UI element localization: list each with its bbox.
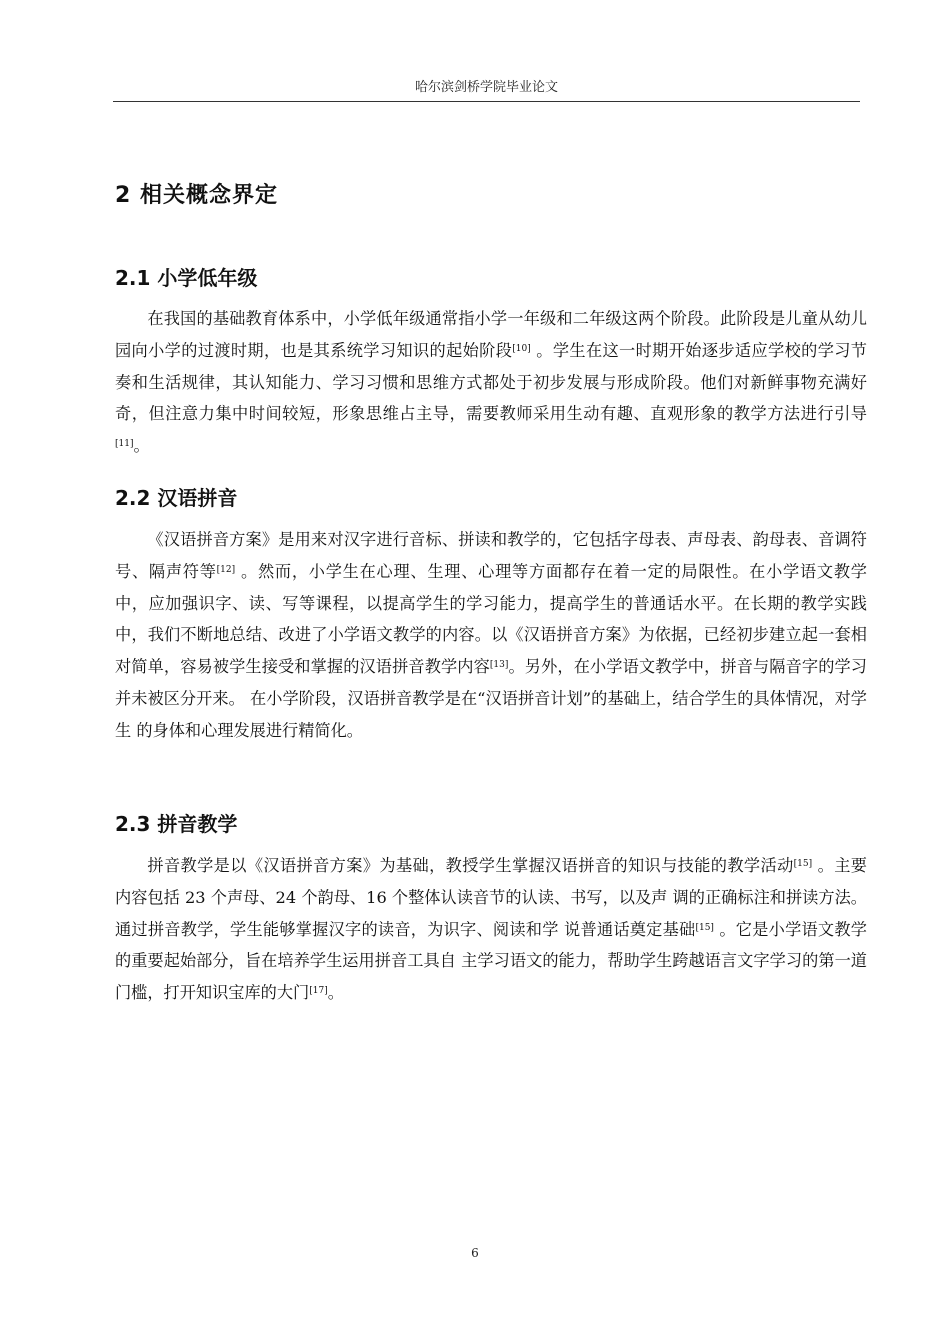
citation-ref: [15] xyxy=(793,859,813,869)
paragraph-text: 拼音教学是以《汉语拼音方案》为基础，教授学生掌握汉语拼音的知识与技能的教学活动 xyxy=(147,856,794,875)
paragraph-text: 。另外，在小学语文教学中，拼音与隔音字的学习并未被区分开来。 在小学阶段，汉语拼音教学是在“汉语拼音计划”的基础上，结合学生的具体情况，对学生 的身体和心理发展进行精简化。 xyxy=(115,657,867,740)
paragraph-text: 。学生在这一时期开始逐步适应学校的学习节奏和生活规律，其认知能力、学习习惯和思维方式都处于初步发展与形成阶段。他们对新鲜事物充满好奇，但注意力集中时间较短，形象思维占主导，需要教师采用生动有趣、直观形象的教学方法进行引导 xyxy=(115,340,867,424)
citation-ref: [10] xyxy=(512,343,531,354)
section-paragraph-2-2 xyxy=(115,524,867,747)
paragraph-text: 《汉语拼音方案》是用来对汉字进行音标、拼读和教学的，它包括字母表、声母表、韵母表、音调符号、隔声符等 xyxy=(115,530,867,581)
section-paragraph-2-1 xyxy=(115,303,867,462)
paragraph-text: 。主要内容包括 23 个声母、24 个韵母、16 个整体认读音节的认读、书写，以及声 调的正确标注和拼读方法。通过拼音教学，学生能够掌握汉字的读音，为识字、阅读和学 说普通话奠定基础 xyxy=(115,856,867,939)
paragraph-text: 。它是小学语文教学的重要起始部分，旨在培养学生运用拼音工具自 主学习语文的能力，帮助学生跨越语言文字学习的第一道门槛，打开知识宝库的大门 xyxy=(115,919,867,1003)
citation-ref: [11] xyxy=(115,439,134,450)
paragraph-text: 。 xyxy=(327,983,344,1003)
paragraph-text: 。 xyxy=(133,436,150,456)
paragraph-text: 。然而，小学生在心理、生理、心理等方面都存在着一定的局限性。在小学语文教学中，应加强识字、读、写等课程，以提高学生的学习能力，提高学生的普通话水平。在长期的教学实践中，我们不断地总结、改进了小学语文教学的内容。以《汉语拼音方案》为依据，已经初步建立起一套相对简单，容易被学生接受和掌握的汉语拼音教学内容 xyxy=(115,561,867,677)
citation-ref: [15] xyxy=(695,922,714,933)
citation-ref: [17] xyxy=(309,986,328,997)
section-heading-2-3: 2.3 拼音教学 xyxy=(115,812,238,836)
section-paragraph-2-3 xyxy=(115,850,867,1009)
running-header: 哈尔滨剑桥学院毕业论文 xyxy=(414,80,558,95)
chapter-title: 2 相关概念界定 xyxy=(115,183,278,208)
citation-ref: [12] xyxy=(216,564,236,575)
section-heading-2-2: 2.2 汉语拼音 xyxy=(115,486,238,510)
citation-ref: [13] xyxy=(489,660,509,671)
paragraph-text: 在我国的基础教育体系中，小学低年级通常指小学一年级和二年级这两个阶段。此阶段是儿童从幼儿园向小学的过渡时期，也是其系统学习知识的起始阶段 xyxy=(115,309,867,360)
page-number: 6 xyxy=(471,1246,479,1260)
section-heading-2-1: 2.1 小学低年级 xyxy=(115,266,258,290)
header-rule xyxy=(113,101,860,102)
